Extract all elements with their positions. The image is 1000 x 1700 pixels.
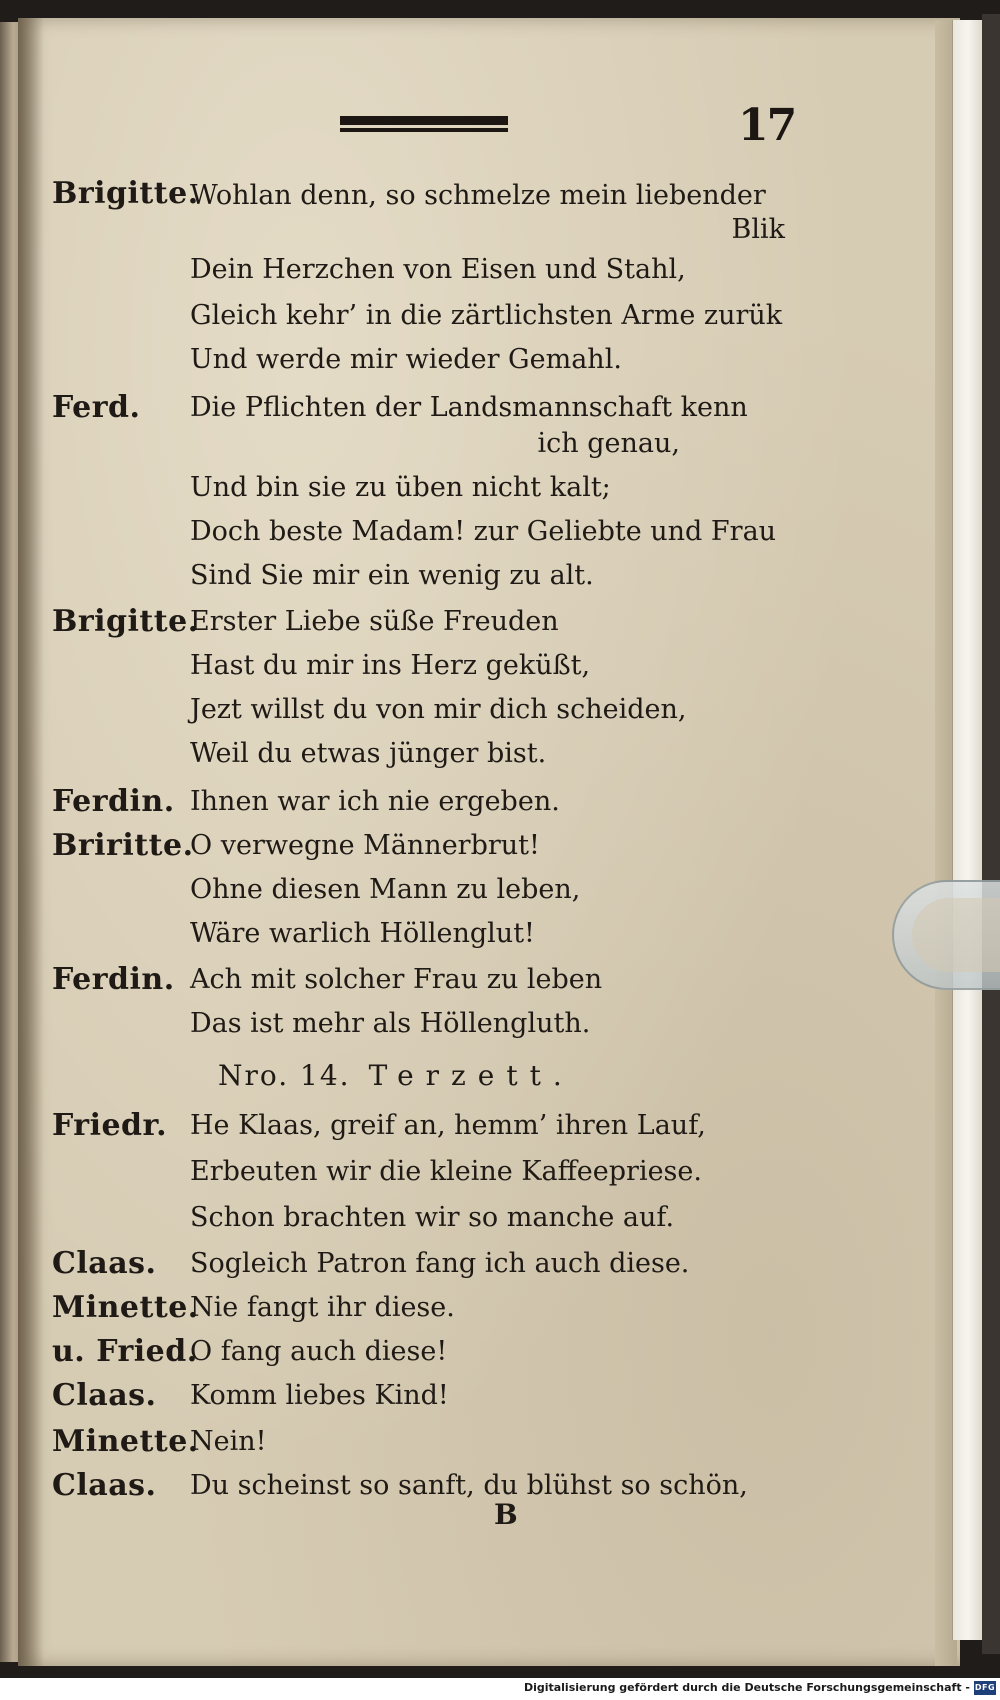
verse-line: Erbeuten wir die kleine Kaffeepriese. [190, 1156, 702, 1187]
verse-line: O verwegne Männerbrut! [190, 830, 540, 861]
speaker-label: Minette. [52, 1290, 199, 1325]
verse-line: Wohlan denn, so schmelze mein liebender [190, 180, 766, 211]
verse-line: Ohne diesen Mann zu leben, [190, 874, 581, 905]
speaker-label: Brigitte. [52, 176, 199, 211]
verse-line: Und werde mir wieder Gemahl. [190, 344, 622, 375]
verse-line: Wäre warlich Höllenglut! [190, 918, 535, 949]
catchword-signature: B [494, 1498, 518, 1531]
verse-line: Sogleich Patron fang ich auch diese. [190, 1248, 690, 1279]
speaker-label: Ferdin. [52, 962, 175, 997]
section-heading [218, 1058, 574, 1094]
verse-line: Ach mit solcher Frau zu leben [190, 964, 603, 995]
verse-line: Ihnen war ich nie ergeben. [190, 786, 560, 817]
digitization-credit: Digitalisierung gefördert durch die Deutsche Forschungsgemeinschaft - [523, 1681, 970, 1694]
speaker-label: Minette. [52, 1424, 199, 1459]
section-title: Terzett. [368, 1059, 574, 1092]
verse-line: Nie fangt ihr diese. [190, 1292, 455, 1323]
verse-line: He Klaas, greif an, hemm’ ihren Lauf, [190, 1110, 706, 1141]
verse-line: Nein! [190, 1426, 267, 1457]
verse-line: Schon brachten wir so manche auf. [190, 1202, 675, 1233]
speaker-label: Ferd. [52, 390, 141, 425]
verse-line: Erster Liebe süße Freuden [190, 606, 559, 637]
speaker-label: Claas. [52, 1246, 157, 1281]
verse-line-continuation: ich genau, [537, 428, 680, 459]
verse-line: Komm liebes Kind! [190, 1380, 449, 1411]
speaker-label: Brigitte. [52, 604, 199, 639]
verse-line-continuation: Blik [731, 214, 785, 245]
verse-line: Und bin sie zu üben nicht kalt; [190, 472, 611, 503]
page-number: 17 [738, 100, 796, 151]
verse-line: Dein Herzchen von Eisen und Stahl, [190, 254, 686, 285]
verse-line: Hast du mir ins Herz geküßt, [190, 650, 591, 681]
speaker-label: Claas. [52, 1468, 157, 1503]
verse-line: Jezt willst du von mir dich scheiden, [190, 694, 687, 725]
speaker-label: u. Fried. [52, 1334, 198, 1369]
section-number: Nro. 14. [218, 1059, 351, 1092]
verse-line: Die Pflichten der Landsmannschaft kenn [190, 392, 748, 423]
verse-line: Das ist mehr als Höllengluth. [190, 1008, 591, 1039]
verse-line: Weil du etwas jünger bist. [190, 738, 547, 769]
verse-line: Du scheinst so sanft, du blühst so schön, [190, 1470, 748, 1501]
speaker-label: Briritte. [52, 828, 194, 863]
speaker-label: Ferdin. [52, 784, 175, 819]
verse-line: Sind Sie mir ein wenig zu alt. [190, 560, 594, 591]
verse-line: O fang auch diese! [190, 1336, 448, 1367]
verse-line: Gleich kehr’ in die zärtlichsten Arme zurük [190, 300, 783, 331]
speaker-label: Claas. [52, 1378, 157, 1413]
verse-line: Doch beste Madam! zur Geliebte und Frau [190, 516, 777, 547]
dfg-logo: DFG [974, 1681, 996, 1695]
speaker-label: Friedr. [52, 1108, 168, 1143]
